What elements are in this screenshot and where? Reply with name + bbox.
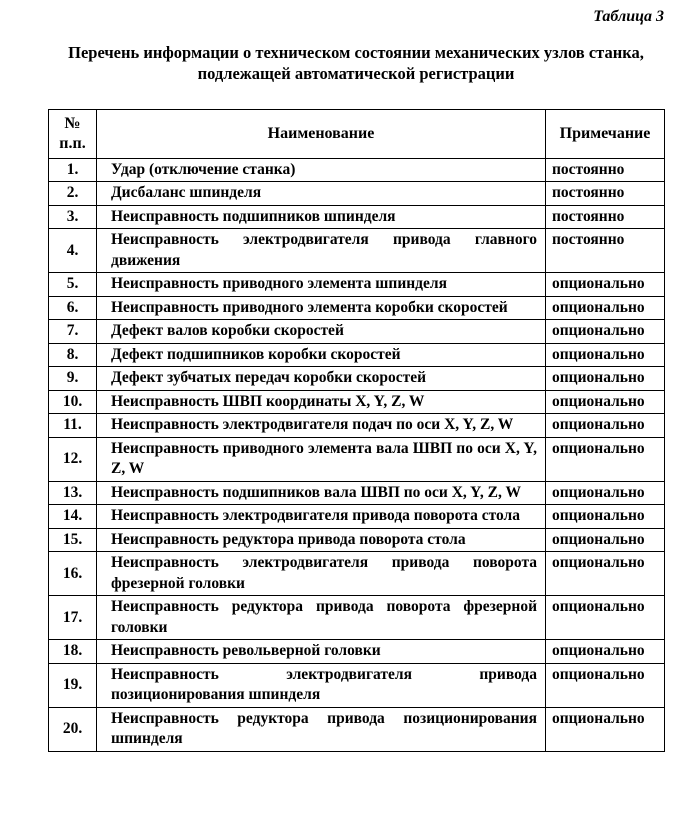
table-row [49,707,665,751]
table-row [49,528,665,552]
row-note: опционально [546,596,665,640]
row-note: опционально [546,437,665,481]
fault-registration-table [48,109,665,752]
table-row [49,182,665,206]
row-name: Неисправность приводного элемента вала ШВП по оси X, Y, Z, W [97,437,546,481]
row-number: 1. [49,158,97,182]
row-name: Дефект валов коробки скоростей [97,320,546,344]
row-note: постоянно [546,158,665,182]
row-number: 14. [49,505,97,529]
row-note: опционально [546,320,665,344]
table-body [49,158,665,751]
row-note: опционально [546,481,665,505]
row-name: Неисправность электродвигателя привода поворота фрезерной головки [97,552,546,596]
row-name: Неисправность редуктора привода поворота фрезерной головки [97,596,546,640]
row-number: 4. [49,229,97,273]
row-note: опционально [546,707,665,751]
row-number: 10. [49,390,97,414]
row-name: Неисправность ШВП координаты X, Y, Z, W [97,390,546,414]
row-name: Неисправность редуктора привода поворота стола [97,528,546,552]
table-row [49,343,665,367]
row-note: опционально [546,414,665,438]
row-name: Неисправность подшипников вала ШВП по оси X, Y, Z, W [97,481,546,505]
row-number: 11. [49,414,97,438]
row-number: 8. [49,343,97,367]
row-note: опционально [546,296,665,320]
table-row [49,158,665,182]
table-row [49,552,665,596]
table-row [49,390,665,414]
row-note: опционально [546,343,665,367]
row-number: 5. [49,273,97,297]
row-name: Неисправность приводного элемента шпинделя [97,273,546,297]
row-number: 16. [49,552,97,596]
table-row [49,273,665,297]
table-caption-label: Таблица 3 [593,8,664,25]
row-number: 18. [49,640,97,664]
row-name: Неисправность электродвигателя подач по оси X, Y, Z, W [97,414,546,438]
row-note: постоянно [546,205,665,229]
row-note: опционально [546,390,665,414]
row-number: 6. [49,296,97,320]
table-row [49,229,665,273]
row-name: Дефект подшипников коробки скоростей [97,343,546,367]
row-name: Удар (отключение станка) [97,158,546,182]
row-name: Неисправность приводного элемента коробки скоростей [97,296,546,320]
table-header-row [49,109,665,158]
table-row [49,296,665,320]
row-note: опционально [546,552,665,596]
row-name: Неисправность электродвигателя привода позиционирования шпинделя [97,663,546,707]
table-row [49,437,665,481]
row-number: 20. [49,707,97,751]
row-note: постоянно [546,182,665,206]
table-row [49,367,665,391]
table-row [49,640,665,664]
row-number: 12. [49,437,97,481]
table-row [49,320,665,344]
document-title: Перечень информации о техническом состоянии механических узлов станка, подлежащей автоматической регистрации [68,43,644,84]
row-note: опционально [546,640,665,664]
row-number: 13. [49,481,97,505]
row-note: опционально [546,528,665,552]
table-row [49,663,665,707]
row-note: опционально [546,505,665,529]
header-number: № п.п. [49,109,97,158]
row-number: 9. [49,367,97,391]
row-name: Дисбаланс шпинделя [97,182,546,206]
table-row [49,414,665,438]
table-row [49,481,665,505]
header-note: Примечание [546,109,665,158]
row-name: Неисправность электродвигателя привода главного движения [97,229,546,273]
row-name: Неисправность редуктора привода позиционирования шпинделя [97,707,546,751]
row-note: опционально [546,663,665,707]
row-name: Неисправность подшипников шпинделя [97,205,546,229]
row-note: постоянно [546,229,665,273]
row-note: опционально [546,273,665,297]
header-name: Наименование [97,109,546,158]
row-note: опционально [546,367,665,391]
row-number: 3. [49,205,97,229]
row-number: 7. [49,320,97,344]
table-row [49,505,665,529]
row-number: 2. [49,182,97,206]
table-row [49,205,665,229]
table-row [49,596,665,640]
row-number: 17. [49,596,97,640]
row-name: Неисправность электродвигателя привода поворота стола [97,505,546,529]
row-name: Дефект зубчатых передач коробки скоростей [97,367,546,391]
row-number: 19. [49,663,97,707]
row-number: 15. [49,528,97,552]
row-name: Неисправность револьверной головки [97,640,546,664]
